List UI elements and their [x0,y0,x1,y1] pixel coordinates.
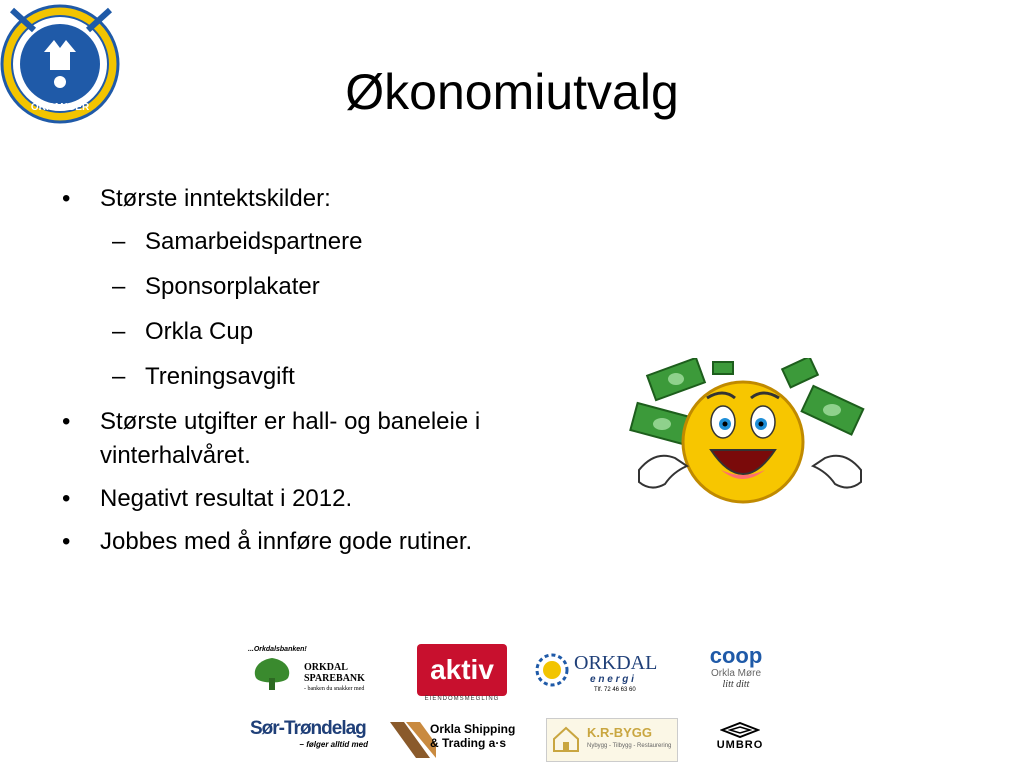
kr-bygg-tagline: Nybygg - Tilbygg - Restaurering [587,743,672,749]
bullet-list [62,182,502,568]
money-smiley-icon [625,358,875,513]
logo-text: ORKANGER [30,102,90,113]
aktiv-logo-text: aktiv [417,644,507,696]
sub-bullet-list [100,225,502,394]
sparebank-tagline-top: ...Orkdalsbanken! [248,646,307,653]
sub-bullet-item: – Samarbeidspartnere [100,225,502,259]
sparebank-name-2: SPAREBANK [304,673,365,684]
coop-name: coop [709,643,763,668]
slide-title: Økonomiutvalg [345,64,679,120]
bullet-text: Negativt resultat i 2012. [100,485,353,512]
sub-bullet-item: – Sponsorplakater [100,270,502,304]
umbro-diamond-icon [720,722,760,738]
sub-bullet-item: – Treningsavgift [100,360,502,394]
energi-name: ORKDAL [574,652,658,674]
bullet-item [62,405,502,473]
bullet-text: Største inntektskilder: [100,185,331,212]
shipping-line2: & Trading a·s [430,736,507,750]
sponsor-kr-bygg [546,718,678,762]
sponsor-umbro [702,722,778,754]
bullet-text: Største utgifter er hall- og baneleie i vinterhalvåret. [100,408,481,469]
shipping-line1: Orkla Shipping [430,722,516,736]
sor-trondelag-slogan: – følger alltid med [299,740,368,749]
kr-bygg-name: K.R-BYGG [587,725,652,740]
bullet-item [62,482,502,516]
sub-bullet-item: – Orkla Cup [100,315,502,349]
sponsor-orkdal-energi [534,650,674,696]
sponsor-coop [700,644,772,700]
sponsor-orkla-shipping [390,720,522,764]
sor-trondelag-name: Sør-Trøndelag [250,718,366,739]
sparebank-tagline: - banken du snakker med [304,686,365,692]
bullet-item [62,525,502,559]
energi-phone: Tlf. 72 46 63 60 [594,687,636,693]
coop-region: Orkla Møre [711,668,761,679]
aktiv-subtitle: EIENDOMSMEGLING [424,696,500,702]
bullet-text: Jobbes med å innføre gode rutiner. [100,528,473,555]
umbro-name: UMBRO [716,739,764,751]
tree-icon [250,656,294,692]
sparebank-name-1: ORKDAL [304,662,348,673]
coop-slogan: litt ditt [722,679,750,690]
energi-sub: e n e r g i [590,674,634,685]
bullet-item [62,182,502,394]
house-icon [551,725,581,753]
sponsor-sor-trondelag [250,718,374,764]
sponsor-aktiv [417,644,507,706]
sponsor-orkdal-sparebank [248,646,372,696]
sun-icon [534,652,570,688]
